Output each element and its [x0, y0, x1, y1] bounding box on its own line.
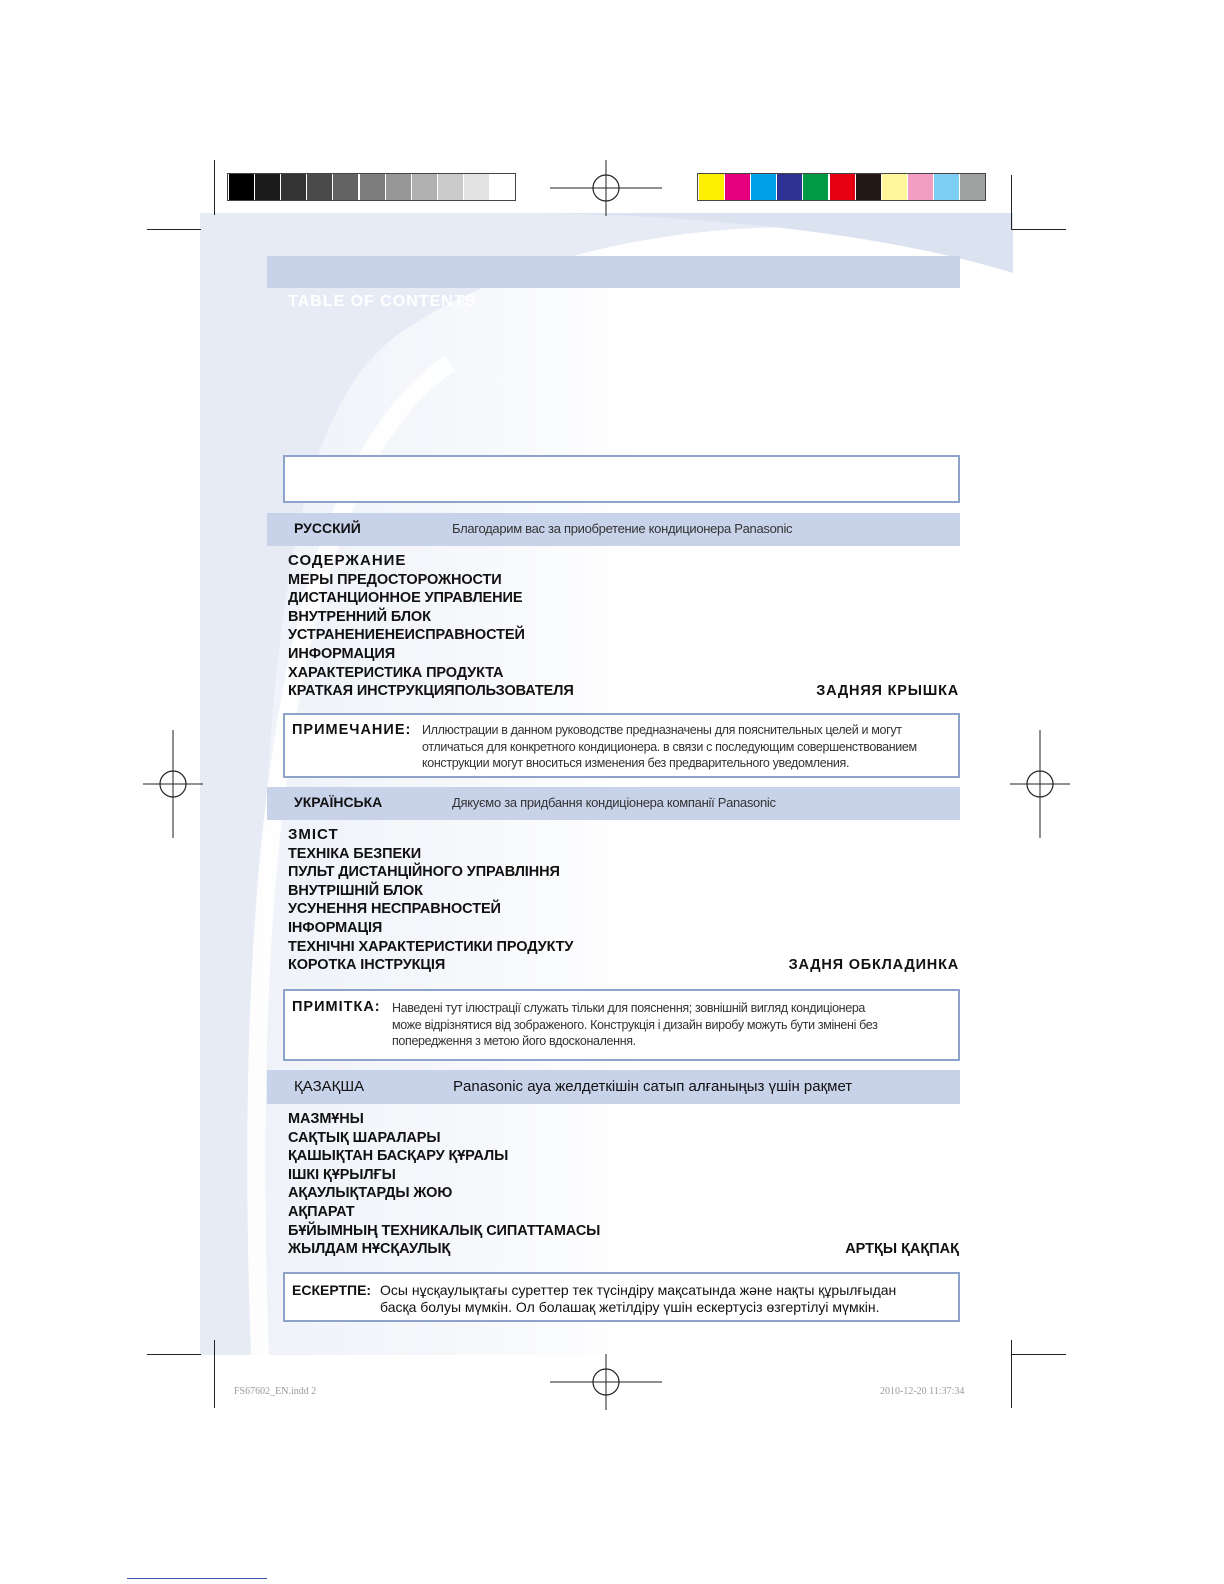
toc-item: ВНУТРІШНІЙ БЛОК: [288, 882, 423, 899]
section-thanks: Panasonic ауа желдеткішін сатып алғаныңыз үшін рақмет: [453, 1078, 853, 1095]
back-cover-label: ЗАДНЯЯ КРЫШКА: [816, 683, 959, 699]
calibration-swatch: [438, 174, 463, 200]
calibration-swatch: [960, 174, 985, 200]
toc-item: КРАТКАЯ ИНСТРУКЦИЯПОЛЬЗОВАТЕЛЯ: [288, 683, 574, 700]
toc-item: ІНФОРМАЦІЯ: [288, 919, 383, 936]
note-box-russian: [283, 713, 960, 778]
back-cover-label: АРТҚЫ ҚАҚПАҚ: [845, 1241, 959, 1257]
registration-target-icon: [1010, 730, 1070, 838]
toc-item: ҚАШЫҚТАН БАСҚАРУ ҚҰРАЛЫ: [288, 1148, 509, 1165]
section-language: РУССКИЙ: [294, 520, 361, 536]
calibration-swatch: [777, 174, 802, 200]
toc-item: ХАРАКТЕРИСТИКА ПРОДУКТА: [288, 664, 504, 681]
toc-item: БҰЙЫМНЫҢ ТЕХНИКАЛЫҚ СИПАТТАМАСЫ: [288, 1222, 601, 1239]
calibration-swatch: [856, 174, 881, 200]
note-text: [422, 722, 917, 772]
note-line: може відрізнятися від зображеного. Конструкція і дизайн виробу можуть бути змінені без: [392, 1017, 878, 1032]
section-thanks: Дякуємо за придбання кондиціонера компанії Panasonic: [452, 795, 776, 810]
calibration-swatch: [934, 174, 959, 200]
section-language: УКРАЇНСЬКА: [294, 794, 383, 810]
note-line: басқа болуы мүмкін. Ол болашақ жетілдіру үшін ескертусіз өзгертілуі мүмкін.: [380, 1299, 880, 1315]
toc-item: АҚАУЛЫҚТАРДЫ ЖОЮ: [288, 1185, 453, 1202]
calibration-swatch: [281, 174, 306, 200]
registration-target-icon: [550, 1354, 662, 1410]
page-title: TABLE OF CONTENTS: [288, 293, 477, 310]
calibration-swatch: [255, 174, 280, 200]
calibration-swatch: [490, 174, 515, 200]
calibration-swatch: [386, 174, 411, 200]
section-thanks: Благодарим вас за приобретение кондиционера Panasonic: [452, 521, 793, 536]
back-cover-label: ЗАДНЯ ОБКЛАДИНКА: [788, 957, 959, 973]
note-line: Иллюстрации в данном руководстве предназначены для пояснительных целей и могут: [422, 723, 902, 737]
note-line: Наведені тут ілюстрації служать тільки для пояснення; зовнішній вигляд кондиціонера: [392, 1001, 866, 1015]
toc-item: ПУЛЬТ ДИСТАНЦІЙНОГО УПРАВЛІННЯ: [288, 864, 560, 881]
note-line: Осы нұсқаулықтағы суреттер тек түсіндіру мақсатында және нақты құрылғыдан: [380, 1282, 897, 1298]
toc-item: АҚПАРАТ: [288, 1203, 355, 1220]
calibration-swatch: [803, 174, 828, 200]
note-text: [392, 1000, 878, 1050]
toc-item: ИНФОРМАЦИЯ: [288, 645, 396, 662]
registration-target-icon: [550, 160, 662, 216]
note-box-kazakh: [283, 1272, 960, 1322]
footer-file-name: FS67602_EN.indd 2: [234, 1386, 317, 1397]
toc-item: УСТРАНЕНИЕНЕИСПРАВНОСТЕЙ: [288, 627, 525, 644]
section-language: ҚАЗАҚША: [294, 1078, 365, 1095]
toc-item: МЕРЫ ПРЕДОСТОРОЖНОСТИ: [288, 571, 502, 588]
note-line: конструкции могут вноситься изменения без предварительного уведомления.: [422, 756, 850, 770]
calibration-swatch: [229, 174, 254, 200]
toc-heading: СОДЕРЖАНИЕ: [288, 552, 407, 569]
calibration-swatch: [333, 174, 358, 200]
calibration-swatch: [699, 174, 724, 200]
registration-target-icon: [143, 730, 203, 838]
calibration-swatch: [908, 174, 933, 200]
calibration-swatch: [307, 174, 332, 200]
calibration-swatch: [360, 174, 385, 200]
note-box-ukrainian: [283, 989, 960, 1061]
toc-item: ДИСТАНЦИОННОЕ УПРАВЛЕНИЕ: [288, 590, 523, 607]
note-text: [380, 1282, 896, 1316]
note-label: ЕСКЕРТПЕ:: [292, 1282, 372, 1298]
intro-box: [283, 455, 960, 503]
note-label: ПРИМІТКА:: [292, 999, 381, 1015]
toc-item: КОРОТКА ІНСТРУКЦІЯ: [288, 957, 446, 974]
note-label: ПРИМЕЧАНИЕ:: [292, 722, 412, 738]
note-line: попередження з метою його вдосконалення.: [392, 1034, 636, 1048]
toc-heading: ЗМІСТ: [288, 826, 339, 843]
toc-item: УСУНЕННЯ НЕСПРАВНОСТЕЙ: [288, 901, 501, 918]
calibration-swatch: [412, 174, 437, 200]
calibration-swatch: [751, 174, 776, 200]
calibration-swatch: [882, 174, 907, 200]
toc-item: САҚТЫҚ ШАРАЛАРЫ: [288, 1129, 441, 1146]
toc-heading: МАЗМҰНЫ: [288, 1111, 364, 1127]
toc-item: ТЕХНІЧНІ ХАРАКТЕРИСТИКИ ПРОДУКТУ: [288, 938, 574, 955]
toc-item: ЖЫЛДАМ НҰСҚАУЛЫҚ: [288, 1241, 451, 1258]
bottom-rule: [127, 1578, 267, 1579]
calibration-swatch: [830, 174, 855, 200]
footer-timestamp: 2010-12-20 11:37:34: [880, 1386, 965, 1397]
calibration-swatch: [725, 174, 750, 200]
toc-item: ТЕХНІКА БЕЗПЕКИ: [288, 845, 422, 862]
toc-item: ІШКІ ҚҰРЫЛҒЫ: [288, 1166, 396, 1183]
calibration-swatch: [464, 174, 489, 200]
toc-list-kazakh: [288, 1110, 600, 1259]
header-band: [267, 256, 960, 288]
toc-item: ВНУТРЕННИЙ БЛОК: [288, 608, 431, 625]
toc-list-ukrainian: [288, 826, 573, 975]
note-line: отличаться для конкретного кондиционера. в связи с последующим совершенствованием: [422, 739, 917, 754]
toc-list-russian: [288, 552, 574, 701]
